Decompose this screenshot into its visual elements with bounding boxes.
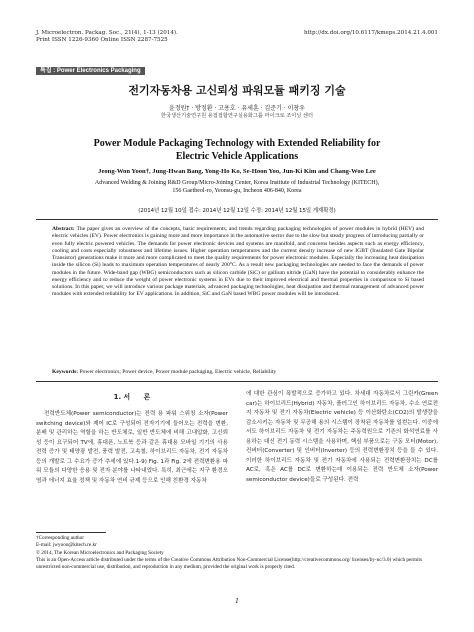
- korean-authors: 윤정원† · 방정환 · 고용호 · 유세훈 · 김준기 · 이창우: [169, 105, 305, 112]
- english-title: [36, 138, 438, 163]
- body-column-left: [36, 390, 228, 486]
- korean-title: 전기자동차용 고신뢰성 파워모듈 패키징 기술: [128, 84, 346, 97]
- english-title-line-2: Electric Vehicle Applications: [175, 150, 299, 162]
- abstract-label: Abstract:: [52, 226, 75, 232]
- abstract-text: The paper gives an overview of the concepts, basic requirements, and trends regarding packaging technologies of power modules in hybrid (HEV) and electric vehicles (EV). Power electronics is gaining more and more importance in the automotive sector due to the slow but steady progress of introducing partially or even fully electric powered vehicles. The demands for power electronic devices and systems are manifold, and concerns besides aspects such as energy efficiency, cooling and costs especially robustness and lifetime issues. Higher operation temperatures and the current density increase of new IGBT (Insulated Gate Bipolar Transistor) generations make it more and more complicated to meet the quality requirements for power electronic modules. Especially the increasing heat dissipation inside the silicon (Si) leads to maximum operation temperatures of nearly 200°C. As a result new packaging technologies are needed to face the demands of power modules in the future. Wide-band gap (WBG) semiconductors such as silicon carbide (SiC) or gallium nitride (GaN) have the potential to considerably enhance the energy efficiency and to reduce the weight of power electronic systems in EVs due to their improved electrical and thermal properties in comparison to Si based solutions. In this paper, we will introduce various package materials, advanced packaging technologies, heat dissipation and thermal management of advanced power modules with extended reliability for EV applications. In addition, SiC and GaN based WBG power modules will be introduced.: [52, 226, 424, 298]
- submission-dates: (2014년 12월 10일 접수: 2014년 12월 12일 수정: 2014년 12월 15일 게재확정): [138, 208, 336, 214]
- keywords-text: Power electronics, Power device, Power module packaging, Electric vehicle, Reliability: [79, 369, 277, 375]
- journal-issn: Print ISSN 1226-9360 Online ISSN 2287-7525: [36, 37, 168, 43]
- journal-header-left: [36, 30, 296, 44]
- footnote-rule: [36, 532, 106, 533]
- keywords-label: Keywords:: [52, 369, 79, 375]
- journal-citation: J. Microelectron. Packag. Soc., 21(4), 1-13 (2014).: [36, 30, 178, 36]
- footnotes: [36, 535, 438, 571]
- section-heading: 1. 서 론: [113, 393, 151, 401]
- doi-link[interactable]: http://dx.doi.org/10.6117/kmeps.2014.21.4.001: [303, 30, 438, 36]
- abstract-top-rule: [36, 219, 438, 220]
- english-title-line-1: Power Module Packaging Technology with Extended Reliability for: [93, 138, 381, 149]
- english-authors: Jeong-Won Yoon†, Jung-Hwan Bang, Yong-Ho Ko, Se-Hoon Yoo, Jun-Ki Kim and Chang-Woo Lee: [98, 168, 376, 175]
- affiliation-line-1: Advanced Welding & Joining R&D Group/Micro-Joining Center, Korea Institute of Industrial Technology (KITECH),: [94, 180, 380, 186]
- english-affiliation: [36, 180, 438, 196]
- affiliation-line-2: 156 Gaetbeol-ro, Yeonsu-gu, Incheon 406-840, Korea: [172, 187, 302, 194]
- special-issue-label: 특집 : Power Electronics Packaging: [36, 67, 145, 75]
- body-column-right: [246, 390, 438, 485]
- body-paragraph: 전력반도체(Power semiconductor)는 전력 용 파워 스위칭 소자(Power switching device)와 제어 IC로 구성되어 전자기기에 들어오는 전력을 변환, 분배 및 관리하는 역할을 하는 반도체로, 일반 반도체에 비해 고내압화, 고신뢰성 등이 요구되어 TV에, 휴대폰, 노트북 등과 같은 휴대용 모바일 기기의 사용전력 증가 및 태양광 발전, 풍력 발전, 고속철, 하이브리드 자동차, 전기 자동차 등의 개발로 그 수요가 증가 추세에 있다.1-9) Fig. 1과 Fig. 2에 전력변환용 파워 모듈의 다양한 응용 및 전자 분야를 나타내었다. 특히, 최근에는 지구 환경오염과 에너지 효율 정책 및 자동차 연비 규제 등으로 인해 친환경 자동차: [36, 411, 228, 484]
- page-number: 1: [235, 598, 239, 605]
- corresponding-author: †Corresponding author: [36, 535, 84, 541]
- keywords: [52, 369, 424, 376]
- abstract-bottom-rule: [36, 381, 438, 382]
- korean-affiliation: 한국생산기술연구원 용접접합연구실용화그룹 마이크로 조이닝 센터: [161, 113, 313, 119]
- license-notice: This is an Open-Access article distributed under the terms of the Creative Commons Attribution Non-Commercial License(http://creativecommons.org/ licenses/by-nc/3.0) which permits unrestricted non-commercial use, distribution, and reproduction in any medium, provided the original work is properly cited.: [36, 557, 422, 570]
- body-paragraph: 에 대한 관심이 폭발적으로 증가하고 있다. 차세대 자동차로서 그린카(Green car)는 하이브리드(Hybrid) 자동차, 플러그인 하이브리드 자동차, 수소 연료전지 자동차 및 전기 자동차(Electric vehicle) 등 이산화탄소(CO2)의 발생량을 감소시키는 자동차 및 무공해 용의 시스템이 장착된 자동차를 일컫는다. 이중에서도 하이브리드 자동차 및 전기 자동차는 주동력원으로 기존의 화석연료를 사용하는 대신 전기 동력 시스템을 사용하며, 핵심 부품으로는 구동 모터(Motor), 컨버터(Converter) 및 인버터(Inverter) 등의 전력변환장치 등을 들 수 있다. 이러한 하이브리드 자동차 및 전기 자동차에 사용되는 전력변환장치는 DC를 AC로, 혹은 AC를 DC로 변환하는데 이용되는 전력 반도체 소자(Power semiconductor device)들로 구성된다. 전력: [246, 391, 438, 483]
- author-email[interactable]: E-mail: jwyoon@kitech.re.kr: [36, 542, 97, 549]
- copyright-notice: © 2014, The Korean Microelectronics and Packaging Society: [36, 549, 164, 556]
- abstract: [52, 226, 424, 299]
